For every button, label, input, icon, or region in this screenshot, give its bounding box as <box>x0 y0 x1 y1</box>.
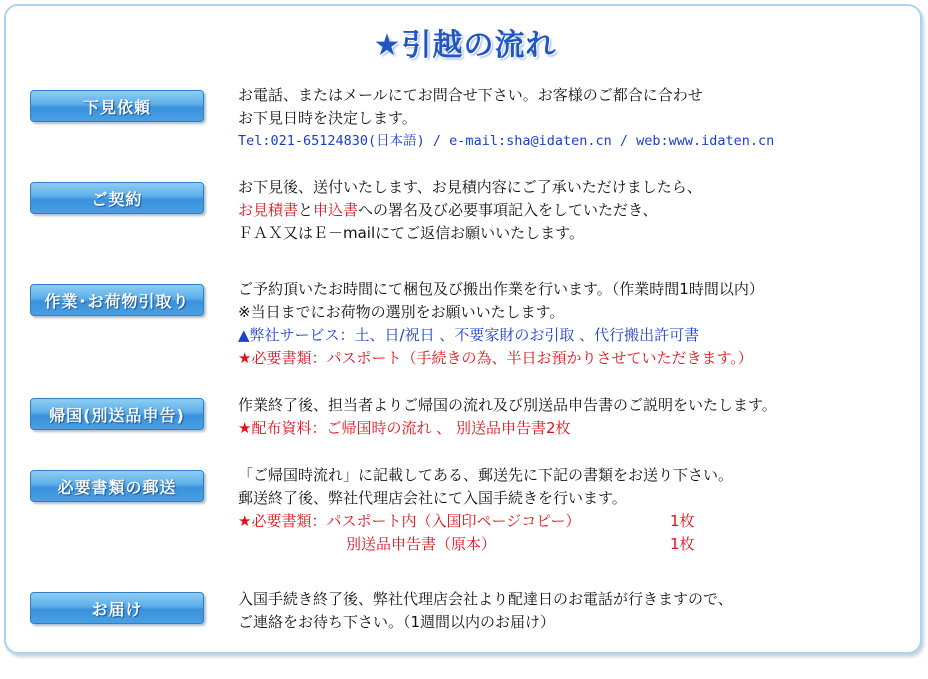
step-return-text <box>238 394 918 440</box>
text-line: お電話、またはメールにてお問合せ下さい。お客様のご都合に合わせ <box>238 86 703 104</box>
text-line: 「ご帰国時流れ」に記載してある、郵送先に下記の書類をお送り下さい。 <box>238 466 734 484</box>
required-docs-line <box>238 510 918 533</box>
step-pickup-text <box>238 278 918 370</box>
flow-panel <box>4 4 922 654</box>
step-inspection-button[interactable]: 下見依頼 <box>30 90 204 122</box>
text-line: ご連絡をお待ち下さい。（1週間以内のお届け） <box>238 613 556 631</box>
required-docs-line: ★必要書類：パスポート（手続きの為、半日お預かりさせていただきます。） <box>238 349 753 367</box>
text-line: お下見日時を決定します。 <box>238 109 417 127</box>
text-line: 入国手続き終了後、弊社代理店会社より配達日のお電話が行きますので、 <box>238 590 733 608</box>
page-title: ★引越の流れ <box>373 28 557 63</box>
text-line: 作業終了後、担当者よりご帰国の流れ及び別送品申告書のご説明をいたします。 <box>238 396 777 414</box>
text-line: 郵送終了後、弊社代理店会社にて入国手続きを行います。 <box>238 489 627 507</box>
text-line: ※当日までにお荷物の選別をお願いいたします。 <box>238 303 565 321</box>
text-line: お下見後、送付いたします、お見積内容にご了承いただけましたら、 <box>238 178 702 196</box>
required-docs-line <box>238 533 918 556</box>
step-inspection-text <box>238 84 918 153</box>
step-contract-button[interactable]: ご契約 <box>30 182 204 214</box>
step-contract-text <box>238 176 918 245</box>
required-doc-passport: ★必要書類：パスポート内（入国印ページコピー） <box>238 512 581 530</box>
passport-qty: 1枚 <box>670 512 695 530</box>
service-line: ▲弊社サービス：土、日/祝日 、不要家財のお引取 、代行搬出許可書 <box>238 326 700 344</box>
distributed-docs-line: ★配布資料：ご帰国時の流れ 、 別送品申告書2枚 <box>238 419 571 437</box>
step-delivery-text <box>238 588 918 634</box>
application-doc: 申込書 <box>313 201 359 219</box>
estimate-doc: お見積書 <box>238 201 299 219</box>
text-line <box>238 199 918 222</box>
step-delivery-button[interactable]: お届け <box>30 592 204 624</box>
step-mailing-text <box>238 464 918 556</box>
text-line: ＦＡＸ又はＥ－mailにてご返信お願いいたします。 <box>238 224 584 242</box>
step-mailing-button[interactable]: 必要書類の郵送 <box>30 470 204 502</box>
step-pickup-button[interactable]: 作業･お荷物引取り <box>30 284 204 316</box>
text-line: ご予約頂いたお時間にて梱包及び搬出作業を行います。（作業時間1時間以内） <box>238 280 764 298</box>
text-fragment: への署名及び必要事項記入をしていただき、 <box>358 201 658 219</box>
step-return-button[interactable]: 帰国(別送品申告) <box>30 398 204 430</box>
required-doc-declaration: 別送品申告書（原本） <box>346 535 497 553</box>
text-fragment: と <box>298 201 314 219</box>
declaration-qty: 1枚 <box>670 535 695 553</box>
contact-line[interactable]: Tel:021-65124830(日本語) / e-mail:sha@idaten.cn / web:www.idaten.cn <box>238 133 775 149</box>
